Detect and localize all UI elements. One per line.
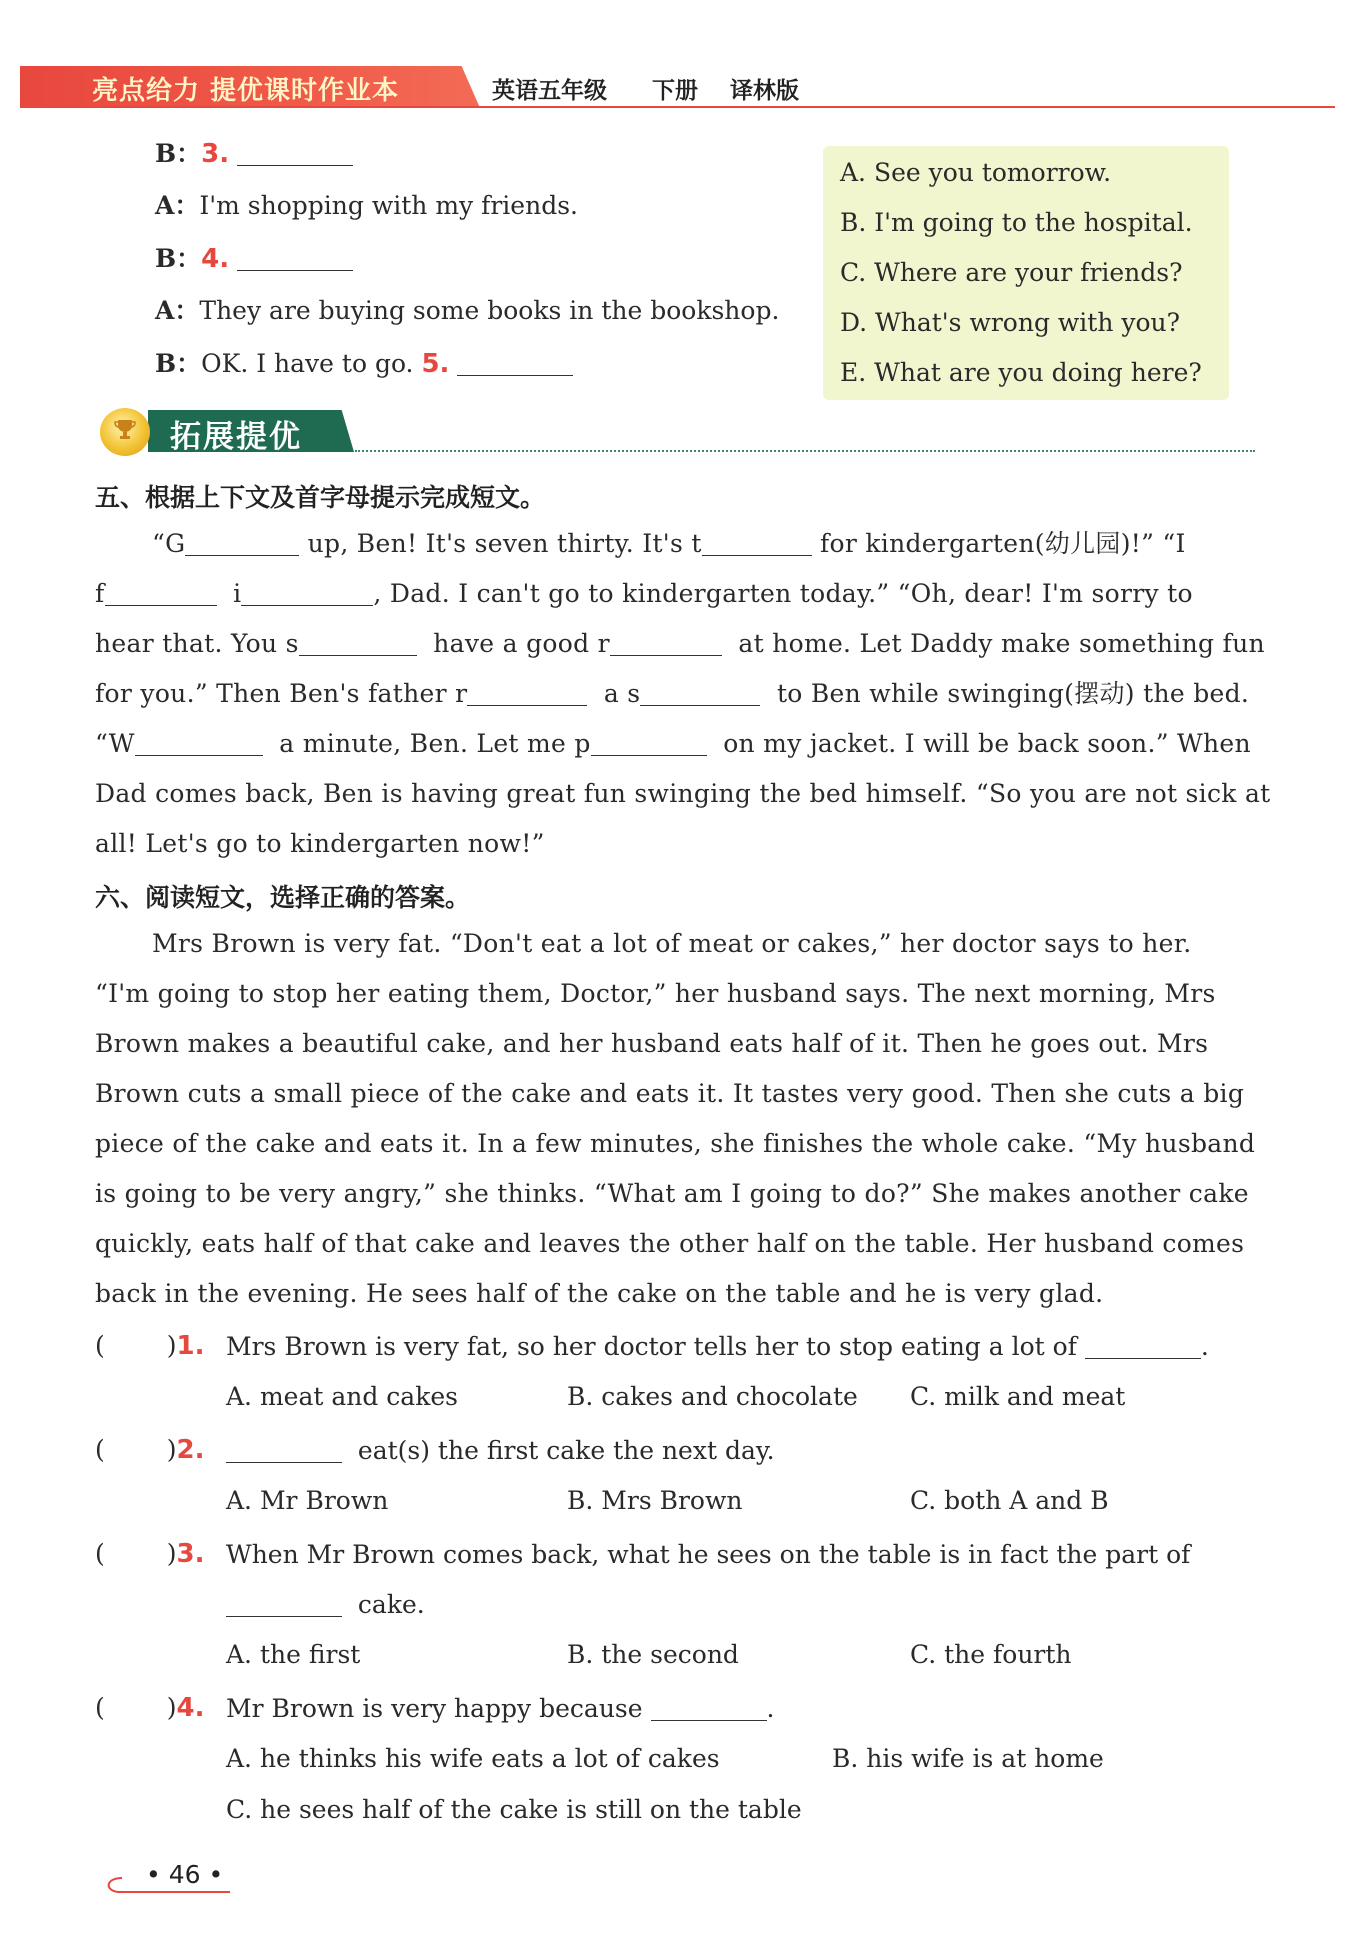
dialogue-text: I'm shopping with my friends. (199, 191, 578, 220)
question-number: 3. (201, 139, 230, 169)
dialogue-text: They are buying some books in the bookshop. (199, 296, 780, 325)
question-number: 1. (176, 1331, 205, 1361)
answer-blank[interactable] (651, 1694, 767, 1721)
cloze-line-6: Dad comes back, Ben is having great fun swinging the bed himself. “So you are not sick at (95, 779, 1271, 808)
cloze-line-4 (95, 669, 1260, 719)
paren-close: ) (166, 1693, 177, 1722)
speaker: A： (155, 296, 200, 325)
cloze-line-7: all! Let's go to kindergarten now!” (95, 829, 545, 858)
question-number: 4. (201, 244, 230, 274)
book-title: 亮点给力 提优课时作业本 (92, 76, 400, 106)
cloze-text: for you.” Then Ben's father r (95, 679, 468, 708)
paren-close: ) (166, 1539, 177, 1568)
dialogue-text: OK. I have to go. (201, 349, 414, 378)
choice-a[interactable]: A. the first (226, 1640, 361, 1669)
stem-text: Mrs Brown is very fat, so her doctor tells her to stop eating a lot of (226, 1332, 1077, 1361)
volume-label: 下册 (652, 78, 698, 104)
speaker: B： (155, 139, 202, 168)
cloze-blank[interactable] (135, 729, 263, 756)
choice-b[interactable]: B. cakes and chocolate (567, 1382, 858, 1411)
cloze-text: , Dad. I can't go to kindergarten today.” “Oh, dear! I'm sorry to (373, 579, 1193, 608)
choice-c[interactable]: C. milk and meat (910, 1382, 1126, 1411)
passage-line: piece of the cake and eats it. In a few minutes, she finishes the whole cake. “My husband (95, 1129, 1256, 1158)
question-stem (226, 1332, 1209, 1361)
cloze-text: f (95, 579, 105, 608)
cloze-text: have a good r (433, 629, 610, 658)
cloze-blank[interactable] (299, 629, 417, 656)
dialogue-line (155, 243, 353, 275)
passage-line: Mrs Brown is very fat. “Don't eat a lot of meat or cakes,” her doctor says to her. (152, 929, 1192, 958)
speaker: A： (155, 191, 200, 220)
cloze-blank[interactable] (640, 679, 760, 706)
cloze-blank[interactable] (591, 729, 707, 756)
choice-a[interactable]: A. Mr Brown (226, 1486, 389, 1515)
cloze-text: a minute, Ben. Let me p (279, 729, 591, 758)
stem-tail: . (1200, 1332, 1209, 1361)
passage-line: Brown makes a beautiful cake, and her husband eats half of it. Then he goes out. Mrs (95, 1029, 1209, 1058)
header-rule (20, 106, 1335, 108)
answer-paren[interactable] (95, 1539, 205, 1569)
choice-a[interactable]: A. he thinks his wife eats a lot of cakes (226, 1744, 720, 1773)
option-a: A. See you tomorrow. (840, 158, 1112, 187)
cloze-line-5 (95, 719, 1260, 769)
paren-close: ) (166, 1331, 177, 1360)
option-e: E. What are you doing here? (840, 358, 1202, 387)
cloze-text: for kindergarten(幼儿园)!” “I (819, 529, 1186, 558)
cloze-line-1 (152, 519, 1317, 569)
question-number: 3. (176, 1539, 205, 1569)
section-title: 拓展提优 (170, 419, 302, 455)
choice-b[interactable]: B. Mrs Brown (567, 1486, 743, 1515)
passage-line: is going to be very angry,” she thinks. “What am I going to do?” She makes another cake (95, 1179, 1249, 1208)
choice-b[interactable]: B. the second (567, 1640, 739, 1669)
section-divider (355, 450, 1255, 452)
choice-c[interactable]: C. he sees half of the cake is still on the table (226, 1795, 802, 1824)
question-number: 5. (421, 349, 450, 379)
cloze-blank[interactable] (610, 629, 722, 656)
stem-text: cake. (357, 1590, 425, 1619)
question-stem: When Mr Brown comes back, what he sees on the table is in fact the part of (226, 1540, 1191, 1569)
cloze-blank[interactable] (105, 579, 217, 606)
cloze-text: hear that. You s (95, 629, 299, 658)
cloze-text: i (233, 579, 242, 608)
cloze-text: up, Ben! It's seven thirty. It's t (307, 529, 702, 558)
answer-blank[interactable] (237, 244, 353, 271)
passage-line: back in the evening. He sees half of the cake on the table and he is very glad. (95, 1279, 1104, 1308)
answer-blank[interactable] (226, 1436, 342, 1463)
subject-label: 英语五年级 (492, 78, 607, 104)
cloze-line-2 (95, 569, 1260, 619)
cloze-blank[interactable] (241, 579, 373, 606)
paren-open: ( (95, 1693, 105, 1722)
cup-icon (113, 418, 137, 440)
choice-c[interactable]: C. the fourth (910, 1640, 1072, 1669)
question-number: 2. (176, 1435, 205, 1465)
question-stem-cont (226, 1590, 425, 1619)
edition-label: 译林版 (730, 78, 799, 104)
paren-open: ( (95, 1435, 105, 1464)
choice-c[interactable]: C. both A and B (910, 1486, 1109, 1515)
answer-paren[interactable] (95, 1435, 205, 1465)
question-number: 4. (176, 1693, 205, 1723)
answer-blank[interactable] (226, 1590, 342, 1617)
cloze-text: “G (152, 529, 186, 558)
page-number: • 46 • (146, 1860, 224, 1889)
answer-paren[interactable] (95, 1331, 205, 1361)
paren-open: ( (95, 1539, 105, 1568)
option-c: C. Where are your friends? (840, 258, 1183, 287)
cloze-blank[interactable] (702, 529, 812, 556)
choice-a[interactable]: A. meat and cakes (226, 1382, 458, 1411)
cloze-text: to Ben while swinging(摆动) the bed. (776, 679, 1250, 708)
paren-open: ( (95, 1331, 105, 1360)
stem-text: Mr Brown is very happy because (226, 1694, 643, 1723)
question5-heading: 五、根据上下文及首字母提示完成短文。 (95, 483, 546, 512)
cloze-text: on my jacket. I will be back soon.” When (723, 729, 1251, 758)
dialogue-line (155, 348, 573, 380)
question-stem (226, 1694, 774, 1723)
cloze-line-3 (95, 619, 1265, 669)
dialogue-line (155, 138, 353, 170)
passage-line: Brown cuts a small piece of the cake and eats it. It tastes very good. Then she cuts a big (95, 1079, 1245, 1108)
stem-tail: . (766, 1694, 775, 1723)
cloze-text: a s (603, 679, 641, 708)
cloze-blank[interactable] (467, 679, 587, 706)
speaker: B： (155, 244, 202, 273)
cloze-text: at home. Let Daddy make something fun (738, 629, 1265, 658)
answer-blank[interactable] (1085, 1332, 1201, 1359)
question-stem (226, 1436, 775, 1465)
option-d: D. What's wrong with you? (840, 308, 1181, 337)
stem-text: eat(s) the first cake the next day. (357, 1436, 775, 1465)
answer-blank[interactable] (237, 139, 353, 166)
question6-heading: 六、阅读短文，选择正确的答案。 (95, 883, 471, 912)
passage-line: quickly, eats half of that cake and leaves the other half on the table. Her husband comes (95, 1229, 1245, 1258)
paren-close: ) (166, 1435, 177, 1464)
speaker: B： (155, 349, 202, 378)
cloze-text: “W (95, 729, 135, 758)
answer-paren[interactable] (95, 1693, 205, 1723)
answer-blank[interactable] (457, 349, 573, 376)
option-b: B. I'm going to the hospital. (840, 208, 1193, 237)
passage-line: “I'm going to stop her eating them, Doctor,” her husband says. The next morning, Mrs (95, 979, 1216, 1008)
cloze-blank[interactable] (185, 529, 299, 556)
dialogue-line (155, 190, 578, 222)
dialogue-line (155, 295, 779, 327)
choice-b[interactable]: B. his wife is at home (832, 1744, 1104, 1773)
